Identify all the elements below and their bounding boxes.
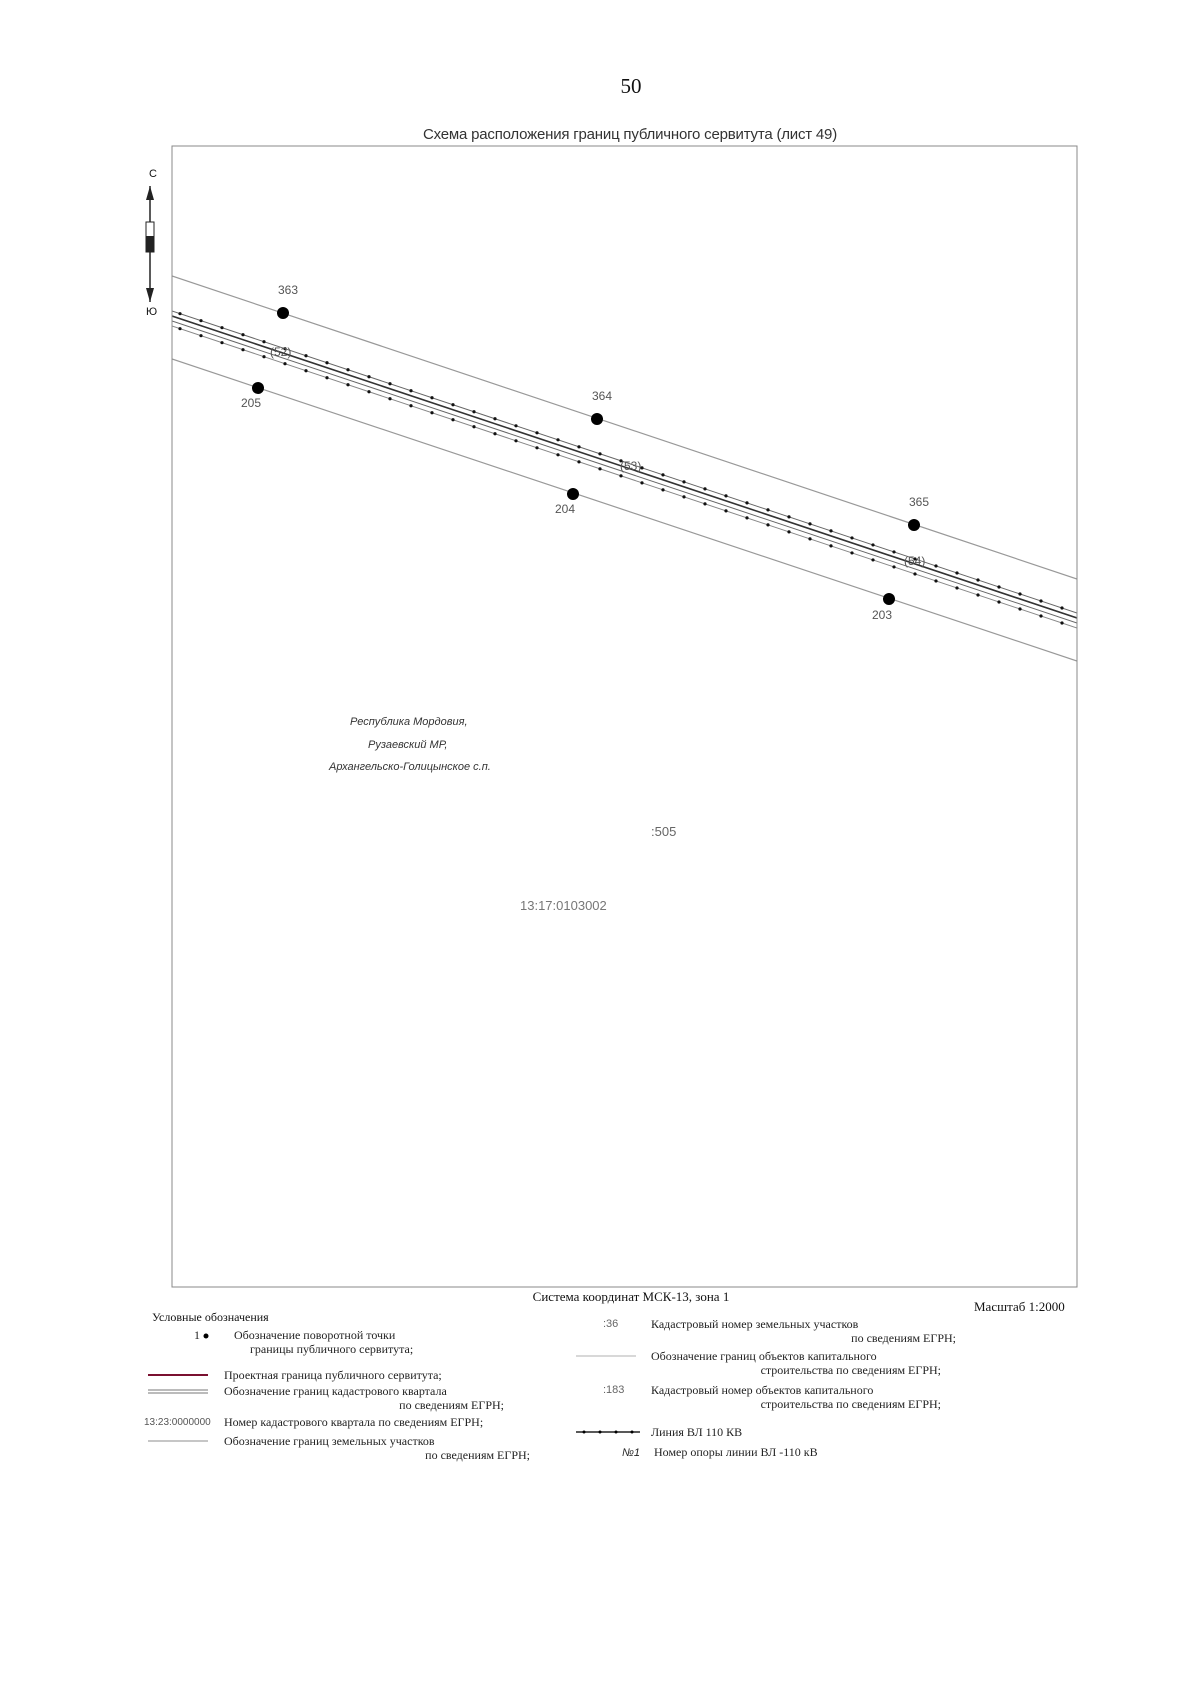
legend-support-number-text: Номер опоры линии ВЛ -110 кВ [654,1445,818,1459]
power-line-dot [199,319,202,322]
legend-turn-point-number: 1 [194,1328,200,1342]
power-line-dot [598,452,601,455]
power-line-dot [514,424,517,427]
quarter-boundary-lower [172,359,1077,661]
point-label-363: 363 [278,283,299,297]
power-line-dot [955,571,958,574]
power-line-dot [367,390,370,393]
power-line-dot [262,340,265,343]
power-line-dot [724,509,727,512]
region-line-1: Республика Мордовия, [350,716,468,728]
power-line-dot [766,523,769,526]
power-line-dot [493,417,496,420]
point-label-365: 365 [909,495,930,509]
power-line-dot [451,418,454,421]
power-line-dot [346,368,349,371]
turn-point-205 [252,382,264,394]
power-line-dot [850,551,853,554]
power-line-dot [703,502,706,505]
power-line-dot [829,544,832,547]
map-frame [172,146,1077,1287]
power-line-dot [703,487,706,490]
power-line-dot [934,564,937,567]
legend-land-number-text: Кадастровый номер земельных участков по сведениям ЕГРН; [651,1317,956,1345]
quarter-boundary-upper [172,276,1077,579]
power-line-dot [892,550,895,553]
power-line-dot [304,354,307,357]
power-line-dot [787,515,790,518]
legend-land-text: Обозначение границ земельных участков по сведениям ЕГРН; [224,1434,530,1462]
map-title: Схема расположения границ публичного сервитута (лист 49) [422,126,837,143]
compass-north-label: С [149,168,157,180]
power-line-dot [325,376,328,379]
power-line-dot [1039,599,1042,602]
legend-land-number-sample: :36 [603,1318,619,1330]
turn-point-363 [277,307,289,319]
power-line-dot [199,334,202,337]
power-line-dot [472,425,475,428]
region-line-2: Рузаевский МР, [368,739,448,751]
support-label-54: (54) [904,554,926,568]
legend-turn-point-text: Обозначение поворотной точки границы публичного сервитута; [234,1328,414,1356]
power-line-dot [325,361,328,364]
turn-point-365 [908,519,920,531]
power-line-dot [556,438,559,441]
coordinate-system: Система координат МСК-13, зона 1 [532,1289,730,1304]
power-line-dot [304,369,307,372]
power-line-dot [514,439,517,442]
power-line-dot [661,488,664,491]
point-label-364: 364 [592,389,613,403]
power-line-dot [472,410,475,413]
power-line-dot [178,327,181,330]
legend-quarter-number-sample: 13:23:0000000 [144,1417,211,1428]
legend-power-line-text: Линия ВЛ 110 КВ [651,1425,743,1439]
point-label-204: 204 [555,502,576,516]
turn-point-203 [883,593,895,605]
power-line-dot [913,572,916,575]
quarter-number: 13:17:0103002 [520,898,607,913]
power-line-dot [346,383,349,386]
power-line-dot [1039,614,1042,617]
power-line-dot [1060,621,1063,624]
power-line-dot [451,403,454,406]
power-line-dot [367,375,370,378]
power-line-dot [850,536,853,539]
power-line-dot [997,585,1000,588]
legend-building-number-sample: :183 [603,1384,625,1396]
power-line-dot [745,501,748,504]
power-line-dot [682,480,685,483]
power-line-dot [1060,606,1063,609]
power-line-dot [682,495,685,498]
support-label-52: (52) [270,345,292,359]
legend-building-text: Обозначение границ объектов капитального строительства по сведениям ЕГРН; [651,1349,941,1377]
turn-point-364 [591,413,603,425]
legend-building-number-text: Кадастровый номер объектов капитального строительства по сведениям ЕГРН; [651,1383,941,1411]
power-line-dot [241,333,244,336]
power-line-dot [892,565,895,568]
power-line-dot [619,474,622,477]
power-line-dot [787,530,790,533]
region-line-3: Архангельско-Голицынское с.п. [329,761,491,773]
power-line-dot [220,341,223,344]
page-number: 50 [620,74,642,98]
power-line-dot [1018,592,1021,595]
power-line-dot [388,397,391,400]
object-number: :505 [651,824,677,839]
north-arrow-icon [146,186,154,302]
power-line-dot [241,348,244,351]
legend-turn-point-symbol [204,1334,209,1339]
power-line-dot [829,529,832,532]
compass-south-label: Ю [146,306,158,318]
power-line-dot [388,382,391,385]
power-line-dot [997,600,1000,603]
power-line-dot [556,453,559,456]
point-label-203: 203 [872,608,893,622]
power-line-dot [976,578,979,581]
power-line-dot [640,481,643,484]
power-line-dot [955,586,958,589]
power-line-dot [409,389,412,392]
turn-point-204 [567,488,579,500]
power-line-dot [220,326,223,329]
power-line-dot [535,446,538,449]
power-line-dot [976,593,979,596]
power-line-dot [934,579,937,582]
power-line-dot [493,432,496,435]
map-scale: Масштаб 1:2000 [974,1299,1065,1314]
power-line-dot [178,312,181,315]
power-line-dot [283,362,286,365]
power-line-dot [766,508,769,511]
power-line-dot [745,516,748,519]
power-line-dot [808,522,811,525]
power-line-dot [409,404,412,407]
power-line-dot [871,558,874,561]
power-line-dot [724,494,727,497]
power-line-dot [262,355,265,358]
power-line-dot [808,537,811,540]
power-line-dot [535,431,538,434]
power-line-dot [577,460,580,463]
legend-servitude-text: Проектная граница публичного сервитута; [224,1368,442,1382]
point-label-205: 205 [241,396,262,410]
power-line-dot [661,473,664,476]
power-line-dot [430,396,433,399]
support-label-53: (53) [620,459,642,473]
legend-support-number-sample: №1 [622,1447,641,1459]
power-line-dot [430,411,433,414]
power-line-dot [871,543,874,546]
power-line-dot [1018,607,1021,610]
legend-quarter-number-text: Номер кадастрового квартала по сведениям ЕГРН; [224,1415,484,1429]
power-line-dot [598,467,601,470]
power-line-dot [577,445,580,448]
legend-quarter-text: Обозначение границ кадастрового квартала по сведениям ЕГРН; [224,1384,504,1412]
legend-title: Условные обозначения [152,1310,269,1324]
